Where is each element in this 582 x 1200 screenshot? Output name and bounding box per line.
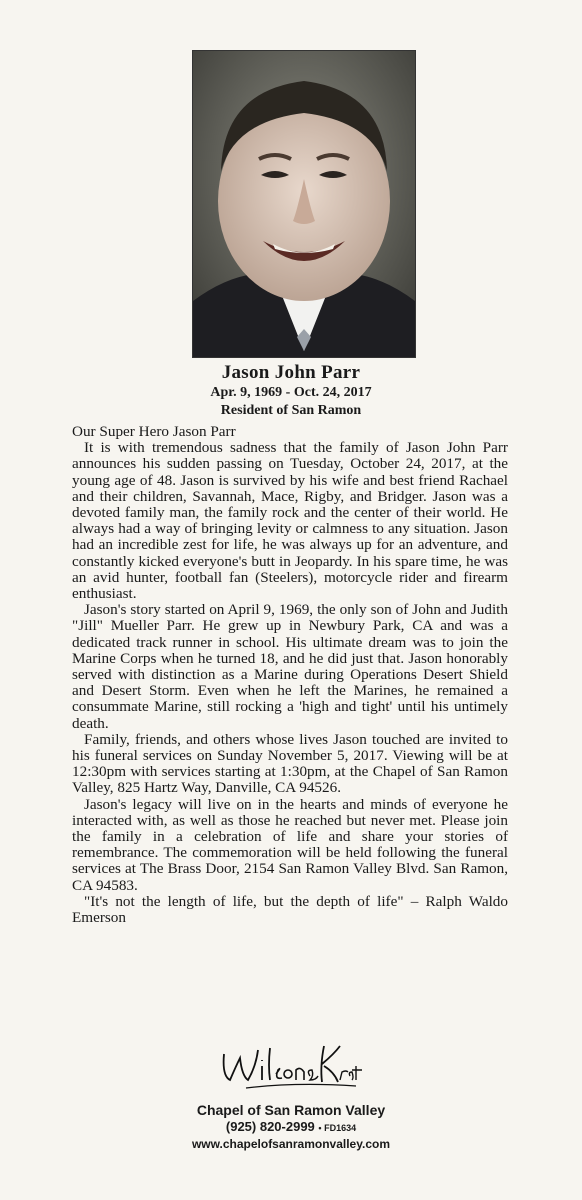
website-url: www.chapelofsanramonvalley.com [191,1137,391,1151]
funeral-home-contact [0,1119,582,1136]
residence: Resident of San Ramon [220,403,362,418]
obituary-paragraph: It is with tremendous sadness that the family of Jason John Parr announces his sudden passing on Tuesday, October 24, 2017, at the young age of 48. Jason is survived by his wife and best friend Rachael and their children, Savannah, Mace, Rigby, and Bridger. Jason was a devoted family man, the family rock and the center of their world. He always had a way of bringing levity or calmness to any situation. Jason had an incredible zest for life, he was always up for an adventure, and constantly kicked everyone's butt in Jeopardy. In his spare time, he was an avid hunter, football fan (Steelers), motorcycle rider and firearm enthusiast. [72,439,508,603]
obituary-body [72,424,508,926]
obituary-paragraph: Jason's story started on April 9, 1969, the only son of John and Judith "Jill" Mueller Parr. He grew up in Newbury Park, CA and was a dedicated track runner in school. His ultimate dream was to join the Marine Corps when he turned 18, and he did just that. Jason honorably served with distinction as a Marine during Operations Desert Shield and Desert Storm. Even when he left the Marines, he remained a consummate Marine, still rocking a 'high and tight' until his untimely death. [72,601,508,732]
portrait-illustration [193,51,415,357]
obituary-paragraph: Jason's legacy will live on in the hearts and minds of everyone he interacted with, as well as those he reached but never met. Please join the family in a celebration of life and share your stories of remembrance. The commemoration will be held following the funeral services at The Brass Door, 2154 San Ramon Valley Blvd. San Ramon, CA 94583. [72,795,508,894]
funeral-home-signature-logo [0,1036,582,1101]
obituary-paragraph: Family, friends, and others whose lives Jason touched are invited to his funeral services on Sunday November 5, 2017. Viewing will be at 12:30pm with services starting at 1:30pm, at the Chapel of San Ramon Valley, 825 Hartz Way, Danville, CA 94526. [72,730,508,797]
obituary-heading: Our Super Hero Jason Parr [72,423,236,440]
portrait-photo [192,50,416,358]
signature-script [216,1036,366,1096]
phone-number: (925) 820-2999 [225,1119,315,1134]
life-dates: Apr. 9, 1969 - Oct. 24, 2017 [210,385,372,400]
funeral-home-info [0,1102,582,1152]
funeral-home-name: Chapel of San Ramon Valley [196,1102,386,1118]
obituary-quote: "It's not the length of life, but the depth of life" – Ralph Waldo Emerson [72,892,508,927]
license-number: • FD1634 [318,1123,357,1133]
deceased-name: Jason John Parr [221,362,361,383]
obituary-header [0,362,582,420]
